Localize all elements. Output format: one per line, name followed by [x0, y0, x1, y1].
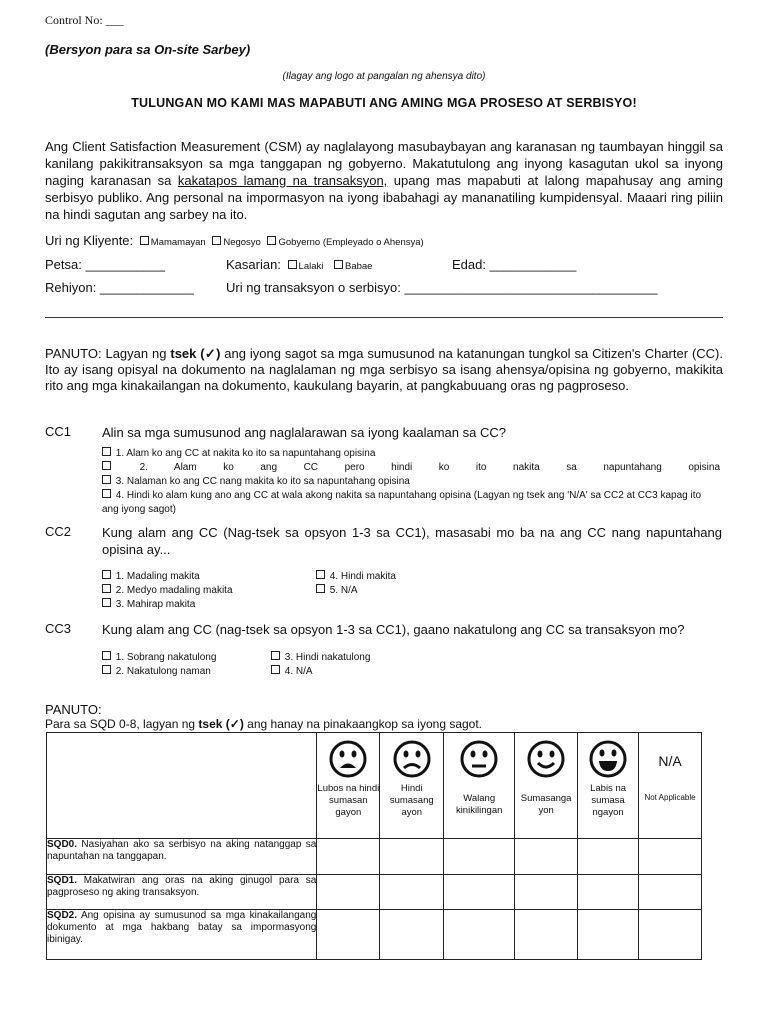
- answer-cell[interactable]: [515, 875, 578, 910]
- smile-face-icon: [526, 739, 566, 779]
- checkbox[interactable]: [102, 651, 111, 660]
- sqd-instr-bold: tsek (✓): [198, 717, 244, 731]
- cc3-label: CC3: [45, 621, 72, 636]
- scale-col-2: [380, 733, 444, 839]
- checkbox[interactable]: [316, 584, 325, 593]
- cc2-option[interactable]: 3. Mahirap makita: [102, 598, 233, 612]
- sex-option: Babae: [345, 261, 373, 272]
- cc2-option[interactable]: 5. N/A: [316, 584, 396, 598]
- checkbox[interactable]: [102, 598, 111, 607]
- sqd-instr-text: Para sa SQD 0-8, lagyan ng: [45, 717, 199, 731]
- answer-cell[interactable]: [639, 839, 702, 875]
- checkbox[interactable]: [288, 260, 297, 269]
- neutral-face-icon: [459, 739, 499, 779]
- table-row: [47, 910, 702, 960]
- sqd-panuto-title: PANUTO:: [45, 702, 102, 717]
- cc1-label: CC1: [45, 424, 72, 439]
- cc3-question: Kung alam ang CC (nag-tsek sa opsyon 1-3 sa CC1), gaano nakatulong ang CC sa transaksyon mo?: [102, 622, 685, 637]
- answer-cell[interactable]: [317, 910, 380, 960]
- cc2-options-right: [316, 570, 396, 598]
- checkbox[interactable]: [212, 236, 221, 245]
- client-type-option: Negosyo: [223, 237, 261, 248]
- cc1-option[interactable]: 2. Alam ko ang CC pero hindi ko ito nakita sa napuntahang opisina: [102, 461, 720, 475]
- answer-cell[interactable]: [578, 875, 639, 910]
- checkbox[interactable]: [102, 447, 111, 456]
- sqd1-statement: SQD1. Makatwiran ang oras na aking ginugol para sa pagproseso ng aking transaksyon.: [47, 875, 317, 910]
- page-title: TULUNGAN MO KAMI MAS MAPABUTI ANG AMING MGA PROSESO AT SERBISYO!: [131, 96, 637, 110]
- region-field[interactable]: Rehiyon: _____________: [45, 280, 194, 295]
- intro-underlined: kakatapos lamang na transaksyon,: [177, 173, 388, 188]
- cc1-options: [102, 447, 720, 517]
- date-field[interactable]: Petsa: ___________: [45, 257, 165, 272]
- scale-label: Lubos na hindi sumasan gayon: [317, 783, 380, 818]
- sqd-panuto-line: [45, 717, 482, 731]
- cc2-label: CC2: [45, 524, 72, 539]
- intro-text-2: upang mas mapabuti at lalong mapahusay ang aming serbisyo publiko. Ang personal na impormasyon na iyong ibabahagi ay mananatiling kumpidensyal. Maaari ring piliin na hindi sagutan ang sarbey na ito.: [45, 173, 723, 222]
- sqd2-statement: SQD2. Ang opisina ay sumusunod sa mga kinakailangang dokumento at mga hakbang batay sa impormasyong ibinigay.: [47, 910, 317, 960]
- cc2-option[interactable]: 4. Hindi makita: [316, 570, 396, 584]
- cc1-option[interactable]: 3. Nalaman ko ang CC nang makita ko ito sa napuntahang opisina: [102, 475, 720, 489]
- scale-label: Labis na sumasa ngayon: [590, 783, 627, 818]
- cc-instructions: [45, 346, 723, 394]
- instr-text: PANUTO: Lagyan ng: [45, 346, 171, 361]
- checkbox[interactable]: [140, 236, 149, 245]
- scale-col-1: [317, 733, 380, 839]
- instr-text: ang iyong sagot sa mga sumusunod na katanungan tungkol sa Citizen's Charter (CC). Ito ay isang opisyal na dokumento na naglalaman ng mga serbisyo sa isang ahensya/opisina ng gobyerno, makikita rito ang mga kinakailangan na dokumento, kaukulang bayarin, at pangkabuuang oras ng pagproseso.: [45, 346, 723, 393]
- cc1-option[interactable]: 4. Hindi ko alam kung ano ang CC at wala akong nakita sa napuntahang opisina (Lagyan ng tsek ang 'N/A' sa CC2 at CC3 kapag ito ang iyong sagot): [102, 490, 702, 515]
- control-number: Control No: ___: [45, 13, 124, 27]
- cc2-options-left: [102, 570, 233, 612]
- intro-paragraph: [45, 138, 723, 223]
- age-field[interactable]: Edad: ____________: [452, 257, 577, 272]
- cc3-option[interactable]: 4. N/A: [271, 665, 370, 679]
- checkbox[interactable]: [271, 651, 280, 660]
- checkbox[interactable]: [102, 475, 111, 484]
- scale-label: Walang kinikilingan: [455, 793, 503, 816]
- answer-cell[interactable]: [515, 910, 578, 960]
- checkbox[interactable]: [267, 236, 276, 245]
- answer-cell[interactable]: [639, 875, 702, 910]
- checkbox[interactable]: [102, 489, 111, 498]
- cc1-option[interactable]: 1. Alam ko ang CC at nakita ko ito sa napuntahang opisina: [102, 447, 720, 461]
- answer-cell[interactable]: [444, 875, 515, 910]
- cc1-question: Alin sa mga sumusunod ang naglalarawan sa iyong kaalaman sa CC?: [102, 425, 506, 440]
- answer-cell[interactable]: [444, 910, 515, 960]
- answer-cell[interactable]: [317, 875, 380, 910]
- cc3-options-right: [271, 651, 370, 679]
- client-type-row: [45, 233, 424, 248]
- sex-label: Kasarian:: [226, 257, 281, 272]
- checkbox[interactable]: [316, 570, 325, 579]
- checkbox[interactable]: [102, 570, 111, 579]
- scale-col-na: [639, 733, 702, 839]
- scale-col-4: [515, 733, 578, 839]
- scale-header-row: [47, 733, 702, 839]
- cc3-option[interactable]: 1. Sobrang nakatulong: [102, 651, 216, 665]
- sqd-instr-text: ang hanay na pinakaangkop sa iyong sagot.: [243, 717, 483, 731]
- big-smile-face-icon: [588, 739, 628, 779]
- answer-cell[interactable]: [444, 839, 515, 875]
- answer-cell[interactable]: [515, 839, 578, 875]
- answer-cell[interactable]: [578, 910, 639, 960]
- sex-option: Lalaki: [298, 261, 324, 272]
- sqd0-statement: SQD0. Nasiyahan ako sa serbisyo na aking natanggap sa napuntahan na tanggapan.: [47, 839, 317, 875]
- scale-col-3: [444, 733, 515, 839]
- very-sad-face-icon: [328, 739, 368, 779]
- logo-placeholder-note: (Ilagay ang logo at pangalan ng ahensya dito): [282, 71, 486, 82]
- answer-cell[interactable]: [380, 875, 444, 910]
- answer-cell[interactable]: [380, 839, 444, 875]
- service-field[interactable]: Uri ng transaksyon o serbisyo: ___________________________________: [226, 280, 658, 295]
- instr-bold: tsek (✓): [170, 346, 221, 361]
- survey-version: (Bersyon para sa On-site Sarbey): [45, 42, 251, 57]
- cc3-option[interactable]: 2. Nakatulong naman: [102, 665, 216, 679]
- table-row: [47, 875, 702, 910]
- checkbox[interactable]: [334, 260, 343, 269]
- table-row: [47, 839, 702, 875]
- checkbox[interactable]: [102, 584, 111, 593]
- cc2-question: Kung alam ang CC (Nag-tsek sa opsyon 1-3 sa CC1), masasabi mo ba na ang CC nang napuntahang opisina ay...: [102, 525, 722, 557]
- na-label: N/A: [658, 753, 682, 769]
- na-sublabel: Not Applicable: [644, 793, 696, 802]
- checkbox[interactable]: [102, 665, 111, 674]
- answer-cell[interactable]: [578, 839, 639, 875]
- cc3-option[interactable]: 3. Hindi nakatulong: [271, 651, 370, 665]
- scale-label: Sumasanga yon: [520, 793, 572, 816]
- client-type-label: Uri ng Kliyente:: [45, 233, 134, 248]
- cc2-option[interactable]: 1. Madaling makita: [102, 570, 233, 584]
- client-type-option: Gobyerno (Empleyado o Ahensya): [278, 237, 424, 248]
- sex-row: [226, 257, 372, 272]
- answer-cell[interactable]: [380, 910, 444, 960]
- cc2-option[interactable]: 2. Medyo madaling makita: [102, 584, 233, 598]
- sqd-table: [46, 732, 702, 960]
- checkbox[interactable]: [102, 461, 111, 470]
- answer-cell[interactable]: [639, 910, 702, 960]
- scale-col-5: [578, 733, 639, 839]
- scale-label: Hindi sumasang ayon: [389, 783, 434, 818]
- cc3-options-left: [102, 651, 216, 679]
- sad-face-icon: [392, 739, 432, 779]
- client-type-option: Mamamayan: [150, 237, 206, 248]
- divider: [45, 317, 723, 318]
- checkbox[interactable]: [271, 665, 280, 674]
- intro-text-1: Ang Client Satisfaction Measurement (CSM) ay naglalayong masubaybayan ang karanasan ng taumbayan hinggil sa kanilang pakikitransaksyon sa mga tanggapan ng gobyerno. Makatutulong ang inyong kasagutan ukol sa inyong naging karanasan sa: [45, 139, 723, 188]
- header-blank-cell: [47, 733, 317, 839]
- answer-cell[interactable]: [317, 839, 380, 875]
